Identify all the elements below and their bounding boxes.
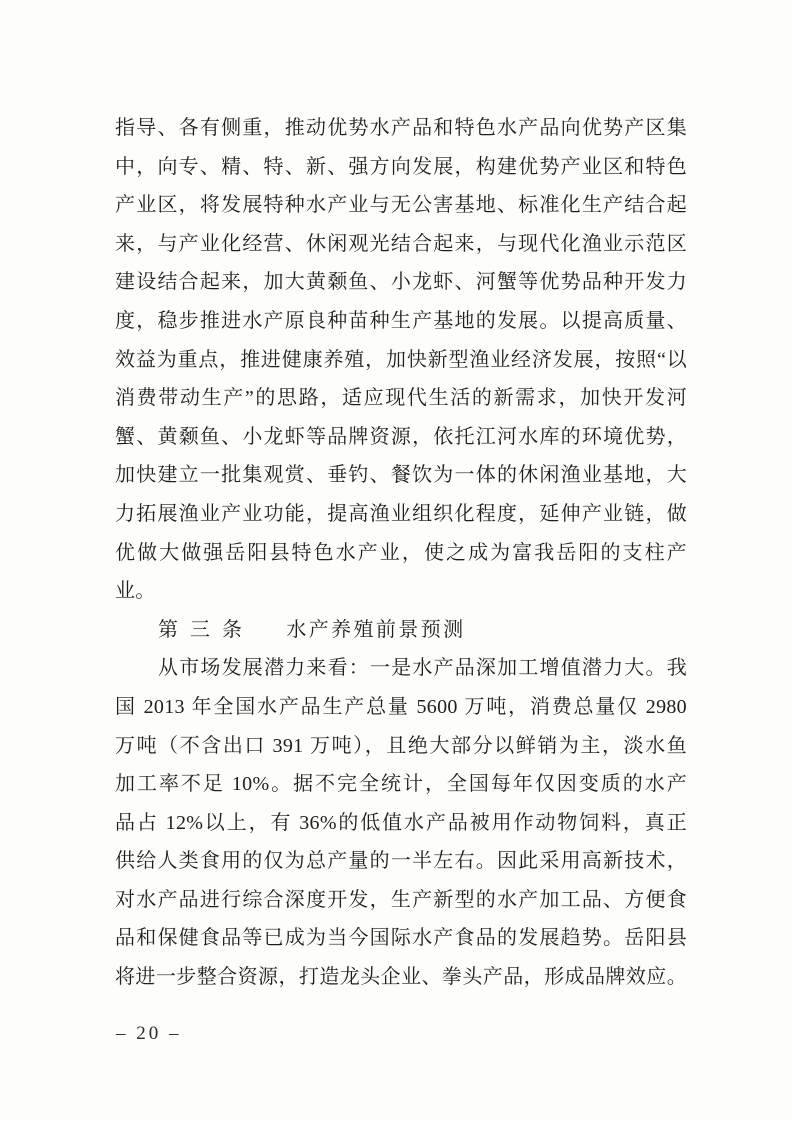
text-line: 品占 12%以上，有 36%的低值水产品被用作动物饲料，真正 (115, 811, 687, 834)
text-line: 万吨（不含出口 391 万吨），且绝大部分以鲜销为主，淡水鱼 (115, 734, 687, 757)
text-line: 指导、各有侧重，推动优势水产品和特色水产品向优势产区集 (115, 117, 687, 139)
text-line: 中，向专、精、特、新、强方向发展，构建优势产业区和特色 (115, 155, 687, 178)
text-line: 蟹、黄颡鱼、小龙虾等品牌资源，依托江河水库的环境优势， (115, 425, 687, 448)
text-line: 业。 (115, 580, 156, 603)
text-line: 来，与产业化经营、休闲观光结合起来，与现代化渔业示范区 (115, 232, 687, 255)
text-line: 度，稳步推进水产原良种苗种生产基地的发展。以提高质量、 (115, 309, 687, 332)
text-line: 优做大做强岳阳县特色水产业，使之成为富我岳阳的支柱产 (115, 541, 687, 564)
text-line: 从市场发展潜力来看：一是水产品深加工增值潜力大。我 (158, 657, 687, 680)
text-line: 消费带动生产”的思路，适应现代生活的新需求，加快开发河 (115, 387, 687, 410)
text-block (115, 109, 687, 997)
text-line: 建设结合起来，加大黄颡鱼、小龙虾、河蟹等优势品种开发力 (115, 271, 687, 294)
text-line: 加工率不足 10%。据不完全统计，全国每年仅因变质的水产 (115, 773, 687, 796)
section-heading (115, 611, 687, 650)
text-line: 将进一步整合资源，打造龙头企业、拳头产品，形成品牌效应。 (115, 966, 687, 989)
section-heading-number: 第三条 (158, 618, 254, 641)
text-line: 国 2013 年全国水产品生产总量 5600 万吨，消费总量仅 2980 (115, 695, 687, 718)
text-line: 力拓展渔业产业功能，提高渔业组织化程度，延伸产业链，做 (115, 502, 687, 525)
text-line: 效益为重点，推进健康养殖，加快新型渔业经济发展，按照“以 (115, 348, 687, 371)
page-number: – 20 – (116, 1023, 182, 1044)
section-heading-title: 水产养殖前景预测 (286, 618, 466, 641)
text-line: 供给人类食用的仅为总产量的一半左右。因此采用高新技术， (115, 850, 687, 873)
text-line: 产业区，将发展特种水产业与无公害基地、标准化生产结合起 (115, 194, 687, 217)
text-line: 加快建立一批集观赏、垂钓、餐饮为一体的休闲渔业基地，大 (115, 464, 687, 487)
text-line: 品和保健食品等已成为当今国际水产食品的发展趋势。岳阳县 (115, 927, 687, 950)
text-line: 对水产品进行综合深度开发，生产新型的水产加工品、方便食 (115, 888, 687, 911)
